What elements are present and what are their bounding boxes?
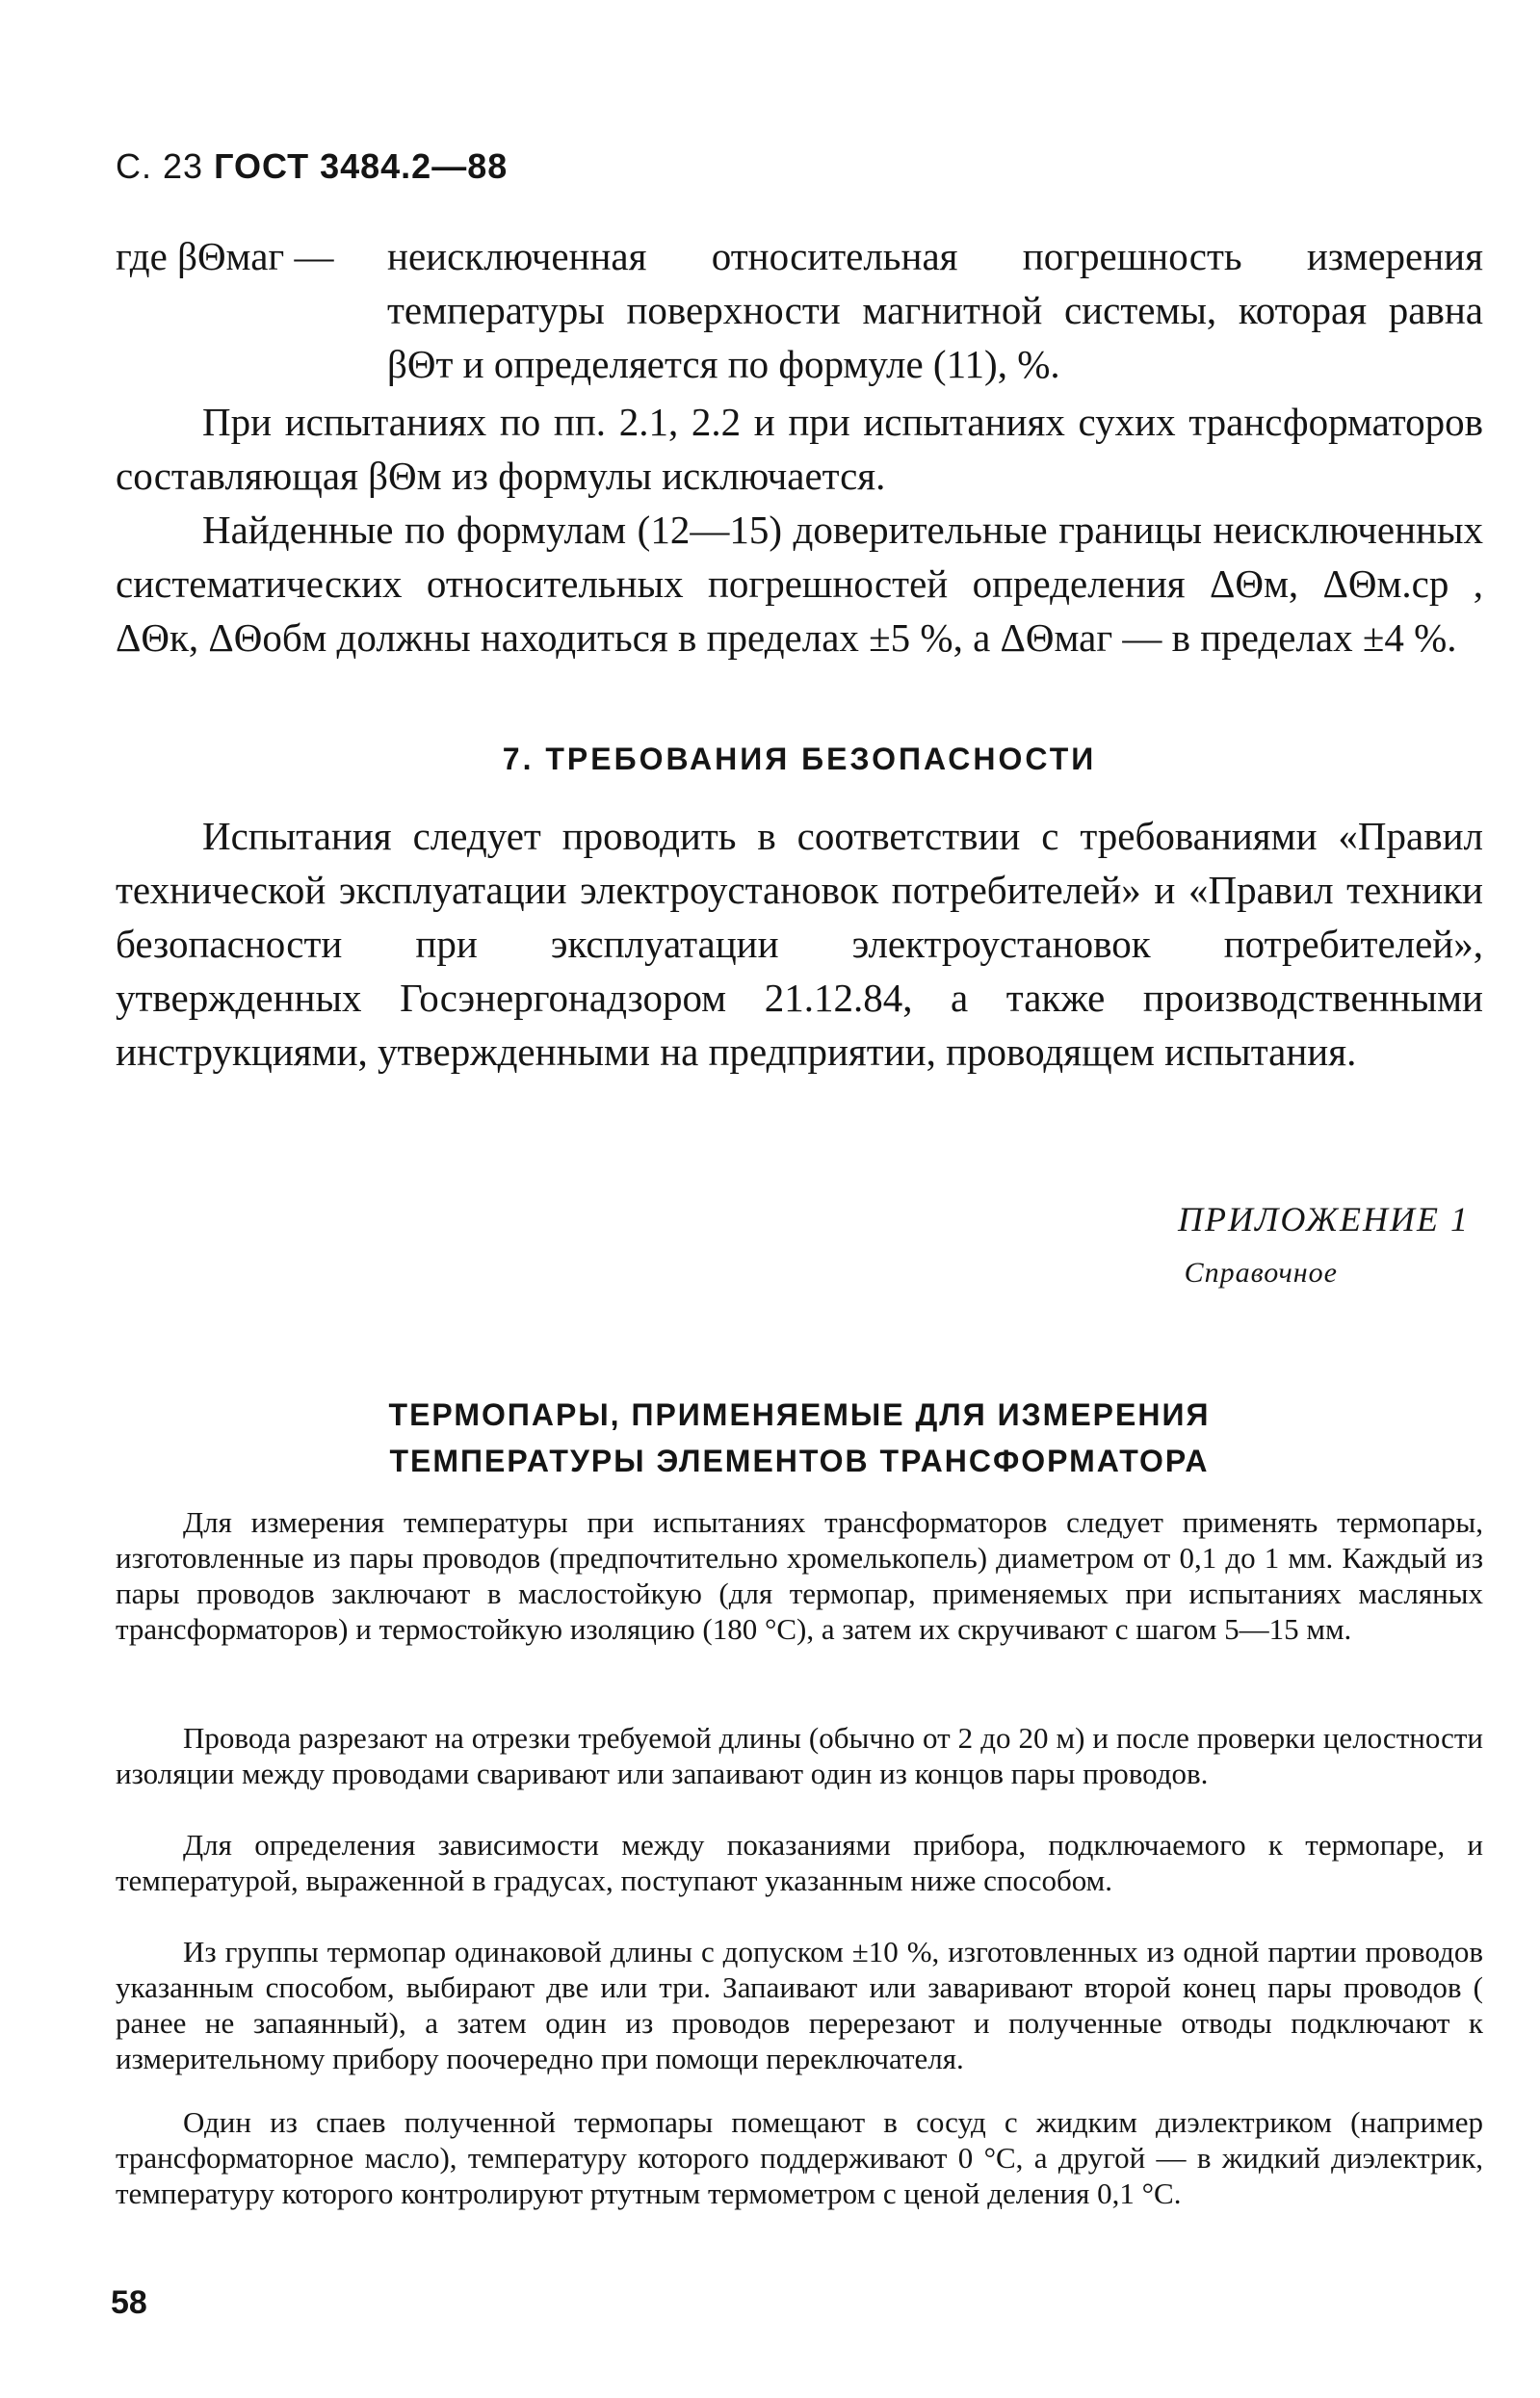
appendix-title-line-2: ТЕМПЕРАТУРЫ ЭЛЕМЕНТОВ ТРАНСФОРМАТОРА xyxy=(389,1444,1210,1478)
paragraph-dry-transformers: При испытаниях по пп. 2.1, 2.2 и при испытаниях сухих трансформаторов составляющая βΘм из формулы исключается. xyxy=(116,400,1483,498)
appendix-paragraph-2: Провода разрезают на отрезки требуемой длины (обычно от 2 до 20 м) и после проверки целостности изоляции между проводами сваривают или запаивают один из концов пары проводов. xyxy=(116,1721,1483,1790)
appendix-paragraph-3: Для определения зависимости между показаниями прибора, подключаемого к термопаре, и температурой, выраженной в градусах, поступают указанным ниже способом. xyxy=(116,1828,1483,1897)
appendix-paragraph-5: Один из спаев полученной термопары помещают в сосуд с жидким диэлектриком (например трансформаторное масло), температуру которого поддерживают 0 °С, а другой — в жидкий диэлектрик, температуру которого контролируют ртутным термометром с ценой деления 0,1 °С. xyxy=(116,2105,1483,2210)
page-reference: С. 23 xyxy=(116,146,204,186)
paragraph-confidence-limits: Найденные по формулам (12—15) доверительные границы неисключенных систематических относительных погрешностей определения ΔΘм, ΔΘм.ср , ΔΘк, ΔΘобм должны находиться в пределах ±5 %, а ΔΘмаг — в пределах ±4 %. xyxy=(116,508,1483,660)
standard-number: ГОСТ 3484.2—88 xyxy=(214,146,509,186)
appendix-label: ПРИЛОЖЕНИЕ 1 xyxy=(1178,1200,1470,1238)
appendix-title-line-1: ТЕРМОПАРЫ, ПРИМЕНЯЕМЫЕ ДЛЯ ИЗМЕРЕНИЯ xyxy=(388,1397,1211,1432)
section-heading-safety: 7. ТРЕБОВАНИЯ БЕЗОПАСНОСТИ xyxy=(502,742,1097,776)
where-term: где βΘмаг — xyxy=(116,234,334,278)
page-number: 58 xyxy=(111,2284,147,2321)
running-header xyxy=(116,146,508,187)
where-clause xyxy=(116,229,1483,391)
appendix-sublabel: Справочное xyxy=(1184,1257,1338,1289)
where-definition: неисключенная относительная погрешность измерения температуры поверхности магнитной системы, которая равна βΘт и определяется по формуле (11), %. xyxy=(387,234,1483,386)
appendix-paragraph-4: Из группы термопар одинаковой длины с допуском ±10 %, изготовленных из одной партии проводов указанным способом, выбирают две или три. Запаивают или заваривают второй конец пары проводов ( ранее не запаянный), а затем один из проводов перерезают и полученные отводы подключают к измерительному прибору поочередно при помощи переключателя. xyxy=(116,1935,1483,2075)
appendix-title xyxy=(116,1392,1483,1484)
paragraph-safety-requirements: Испытания следует проводить в соответствии с требованиями «Правил технической эксплуатации электроустановок потребителей» и «Правил техники безопасности при эксплуатации электроустановок потребителей», утвержденных Госэнергонадзором 21.12.84, а также производственными инструкциями, утвержденными на предприятии, проводящем испытания. xyxy=(116,814,1483,1074)
appendix-paragraph-1: Для измерения температуры при испытаниях трансформаторов следует применять термопары, изготовленные из пары проводов (предпочтительно хромелькопель) диаметром от 0,1 до 1 мм. Каждый из пары проводов заключают в маслостойкую (для термопар, применяемых при испытаниях масляных трансформаторов) и термостойкую изоляцию (180 °С), а затем их скручивают с шагом 5—15 мм. xyxy=(116,1505,1483,1646)
